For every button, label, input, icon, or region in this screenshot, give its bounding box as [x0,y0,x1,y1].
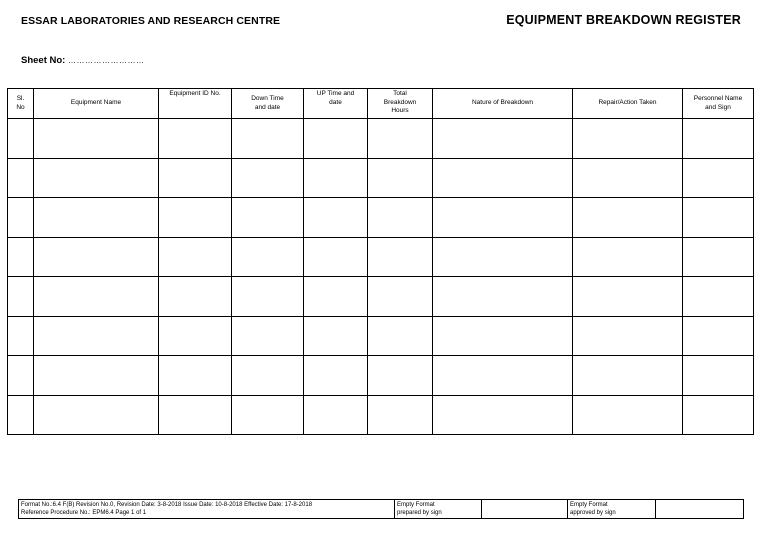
table-cell[interactable] [304,395,368,435]
table-cell[interactable] [573,395,683,435]
table-cell[interactable] [368,395,433,435]
table-cell[interactable] [368,119,433,159]
sheet-label: Sheet No: [21,55,66,66]
table-cell[interactable] [573,356,683,396]
table-cell[interactable] [573,198,683,238]
table-cell[interactable] [573,158,683,198]
table-cell[interactable] [232,316,304,356]
table-cell[interactable] [368,198,433,238]
table-cell[interactable] [433,356,573,396]
table-cell[interactable] [304,277,368,317]
document-footer [18,499,744,519]
table-cell[interactable] [8,356,34,396]
column-header-down-time: Down Time and date [232,89,304,119]
column-header-equipment-id: Equipment ID No. [159,89,232,119]
table-cell[interactable] [34,198,159,238]
table-cell[interactable] [573,316,683,356]
document-title: EQUIPMENT BREAKDOWN REGISTER [506,13,741,27]
table-cell[interactable] [159,158,232,198]
column-header-personnel: Personnel Name and Sign [683,89,754,119]
table-cell[interactable] [368,277,433,317]
organization-name: ESSAR LABORATORIES AND RESEARCH CENTRE [21,15,281,27]
table-row [8,277,754,317]
table-cell[interactable] [683,356,754,396]
reference-line: Reference Procedure No.: EPM6.4 Page 1 of 1 [21,510,147,516]
table-cell[interactable] [232,277,304,317]
table-cell[interactable] [8,158,34,198]
table-cell[interactable] [304,198,368,238]
table-cell[interactable] [232,356,304,396]
sheet-number [21,55,144,66]
table-cell[interactable] [8,237,34,277]
table-cell[interactable] [34,119,159,159]
table-cell[interactable] [8,119,34,159]
table-cell[interactable] [573,237,683,277]
table-cell[interactable] [232,158,304,198]
column-header-repair-action: Repair/Action Taken [573,89,683,119]
prepared-by-label: Empty Format prepared by sign [395,500,482,519]
table-header-row [8,89,754,119]
table-cell[interactable] [159,277,232,317]
table-cell[interactable] [683,277,754,317]
table-cell[interactable] [433,198,573,238]
table-cell[interactable] [433,237,573,277]
table-cell[interactable] [433,277,573,317]
table-cell[interactable] [683,395,754,435]
table-cell[interactable] [232,395,304,435]
format-line: Format No.:6.4 F(B) Revision No.0, Revision Date: 3-8-2018 Issue Date: 10-8-2018 Effective Date: 17-8-2018 [21,502,313,508]
column-header-nature-of-breakdown: Nature of Breakdown [433,89,573,119]
table-cell[interactable] [573,119,683,159]
table-cell[interactable] [683,198,754,238]
table-cell[interactable] [683,158,754,198]
column-header-up-time: UP Time and date [304,89,368,119]
table-cell[interactable] [34,356,159,396]
table-row [8,158,754,198]
table-cell[interactable] [683,316,754,356]
table-row [8,198,754,238]
table-cell[interactable] [8,277,34,317]
table-cell[interactable] [159,119,232,159]
format-info [19,500,395,519]
table-cell[interactable] [368,356,433,396]
sheet-number-blank[interactable]: ……………………… [67,56,145,65]
table-cell[interactable] [368,316,433,356]
table-row [8,395,754,435]
table-cell[interactable] [34,158,159,198]
table-cell[interactable] [34,237,159,277]
table-body [8,119,754,435]
approved-by-label: Empty Format approved by sign [568,500,656,519]
table-cell[interactable] [573,277,683,317]
table-cell[interactable] [34,316,159,356]
table-cell[interactable] [304,158,368,198]
table-cell[interactable] [159,237,232,277]
table-cell[interactable] [683,119,754,159]
breakdown-register-table [7,88,754,435]
table-row [8,316,754,356]
column-header-sl-no: Sl. No [8,89,34,119]
table-cell[interactable] [34,277,159,317]
table-cell[interactable] [433,119,573,159]
approved-by-signature-field[interactable] [656,500,744,519]
table-cell[interactable] [304,316,368,356]
table-cell[interactable] [232,198,304,238]
table-cell[interactable] [368,158,433,198]
table-cell[interactable] [34,395,159,435]
table-cell[interactable] [304,237,368,277]
table-row [8,356,754,396]
table-cell[interactable] [159,198,232,238]
table-cell[interactable] [433,158,573,198]
table-cell[interactable] [304,119,368,159]
table-cell[interactable] [368,237,433,277]
table-cell[interactable] [159,316,232,356]
table-cell[interactable] [159,395,232,435]
table-row [8,237,754,277]
table-cell[interactable] [8,316,34,356]
table-cell[interactable] [159,356,232,396]
table-cell[interactable] [8,395,34,435]
table-cell[interactable] [683,237,754,277]
table-cell[interactable] [232,119,304,159]
table-row [8,119,754,159]
column-header-total-breakdown-hours: Total Breakdown Hours [368,89,433,119]
table-cell[interactable] [232,237,304,277]
table-cell[interactable] [8,198,34,238]
prepared-by-signature-field[interactable] [482,500,568,519]
column-header-equipment-name: Equipment Name [34,89,159,119]
table-cell[interactable] [433,316,573,356]
table-cell[interactable] [304,356,368,396]
table-cell[interactable] [433,395,573,435]
